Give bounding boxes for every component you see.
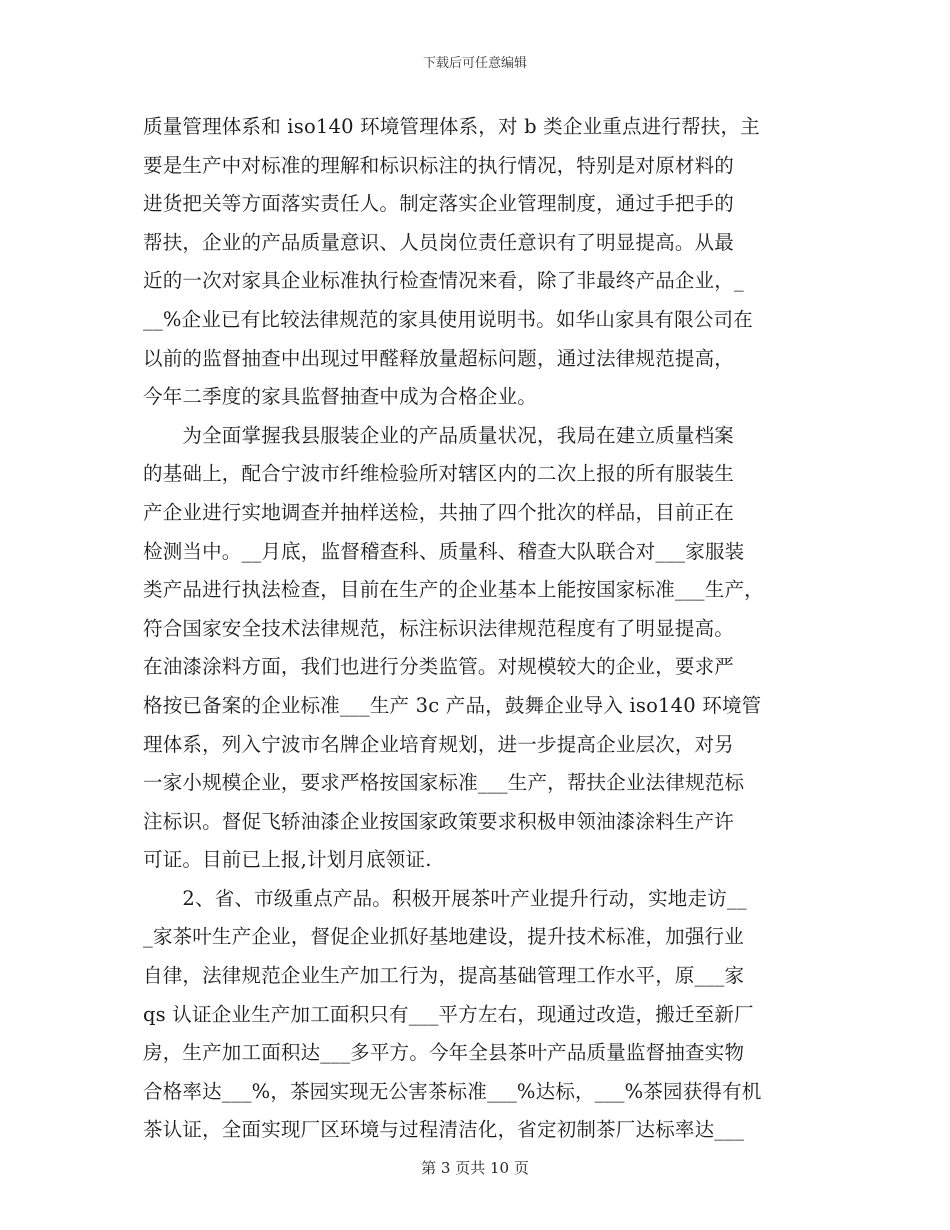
text-line: 帮扶，企业的产品质量意识、人员岗位责任意识有了明显提高。从最: [143, 230, 735, 254]
text-line: 以前的监督抽查中出现过甲醛释放量超标问题，通过法律规范提高，: [143, 346, 735, 370]
text-line: 格按已备案的企业标准___生产 3c 产品，鼓舞企业导入 iso140 环境管: [143, 693, 762, 717]
text-line: qs 认证企业生产加工面积只有___平方左右，现通过改造，搬迁至新厂: [143, 1002, 754, 1026]
text-line: 的基础上，配合宁波市纤维检验所对辖区内的二次上报的所有服装生: [143, 462, 735, 486]
text-line: 2、省、市级重点产品。积极开展茶叶产业提升行动，实地走访__: [143, 886, 747, 910]
text-line: _家茶叶生产企业，督促企业抓好基地建设，提升技术标准，加强行业: [143, 925, 744, 949]
page-number: 第 3 页共 10 页: [421, 1159, 529, 1177]
text-line: 自律，法律规范企业生产加工行为，提高基础管理工作水平，原___家: [143, 964, 745, 988]
text-line: 要是生产中对标准的理解和标识标注的执行情况，特别是对原材料的: [143, 153, 735, 177]
text-line: 检测当中。__月底，监督稽查科、质量科、稽查大队联合对___家服装: [143, 539, 745, 563]
text-line: 质量管理体系和 iso140 环境管理体系，对 b 类企业重点进行帮扶，主: [143, 115, 760, 138]
text-line: 可证。目前已上报,计划月底领证.: [143, 848, 432, 872]
text-line: __%企业已有比较法律规范的家具使用说明书。如华山家具有限公司在: [143, 307, 753, 331]
document-body: [143, 108, 808, 1150]
text-line: 房，生产加工面积达___多平方。今年全县茶叶产品质量监督抽查实物: [143, 1041, 745, 1065]
text-line: 符合国家安全技术法律规范，标注标识法律规范程度有了明显提高。: [143, 616, 735, 640]
text-line: 注标识。督促飞轿油漆企业按国家政策要求积极申领油漆涂料生产许: [143, 809, 735, 833]
text-line: 为全面掌握我县服装企业的产品质量状况，我局在建立质量档案: [143, 423, 735, 447]
text-line: 一家小规模企业，要求严格按国家标准___生产，帮扶企业法律规范标: [143, 771, 745, 795]
text-line: 类产品进行执法检查，目前在生产的企业基本上能按国家标准___生产，: [143, 578, 764, 602]
page-header: 下载后可任意编辑: [422, 56, 527, 71]
text-line: 在油漆涂料方面，我们也进行分类监管。对规模较大的企业，要求严: [143, 655, 735, 679]
text-line: 近的一次对家具企业标准执行检查情况来看，除了非最终产品企业，_: [143, 269, 744, 293]
text-line: 今年二季度的家具监督抽查中成为合格企业。: [143, 385, 538, 409]
text-line: 产企业进行实地调查并抽样送检，共抽了四个批次的样品，目前正在: [143, 500, 735, 524]
text-line: 理体系，列入宁波市名牌企业培育规划，进一步提高企业层次，对另: [143, 732, 735, 756]
text-line: 茶认证，全面实现厂区环境与过程清洁化，省定初制茶厂达标率达___: [143, 1118, 745, 1142]
text-line: 合格率达___%，茶园实现无公害茶标准___%达标，___%茶园获得有机: [143, 1079, 762, 1103]
text-line: 进货把关等方面落实责任人。制定落实企业管理制度，通过手把手的: [143, 192, 735, 216]
